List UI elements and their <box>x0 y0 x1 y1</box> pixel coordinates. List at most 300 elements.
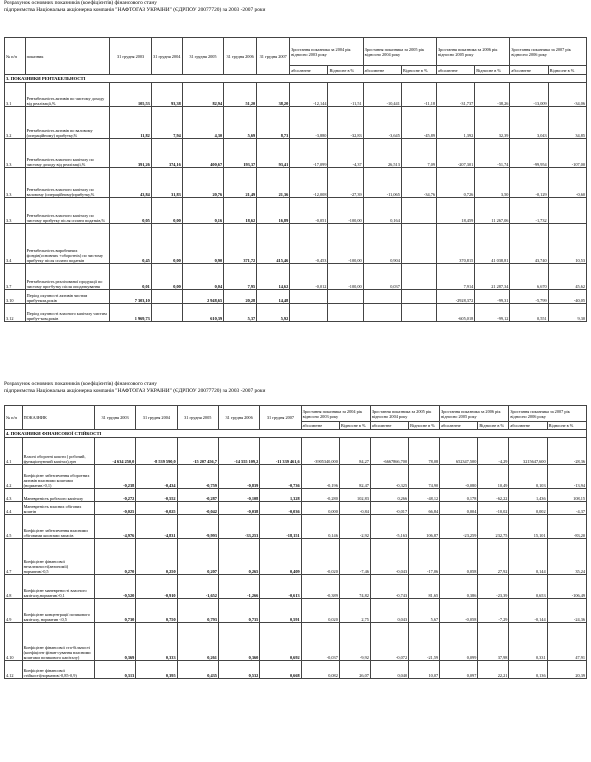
year-value: 21,36 <box>257 168 290 198</box>
table1-abs-label: абсолютне <box>437 66 475 75</box>
year-value: 0,668 <box>260 661 301 679</box>
year-value <box>151 290 182 304</box>
table1-col-year: 31 грудня 2006 <box>224 38 257 75</box>
row-number: 4.4 <box>5 502 23 515</box>
table1-block <box>4 0 587 14</box>
row-number: 3.7 <box>5 264 26 290</box>
indicator-name: Період окупності власного капіталу чистим прибут-ком,років <box>25 304 110 322</box>
year-value: 0,207 <box>177 539 218 575</box>
absolute-change: 0,653 <box>509 575 547 599</box>
year-value: 0,00 <box>151 224 182 264</box>
table-row <box>5 502 587 515</box>
relative-change: -100,00 <box>328 224 363 264</box>
relative-change: 41 038,81 <box>475 224 510 264</box>
relative-change: 10,53 <box>548 224 586 264</box>
table2-abs-label: абсолютне <box>440 422 478 430</box>
year-value: 0,265 <box>218 539 259 575</box>
year-value: 0,369 <box>94 623 135 661</box>
absolute-change: -0,058 <box>440 599 478 623</box>
year-value: 0,591 <box>260 599 301 623</box>
absolute-change <box>290 304 328 322</box>
absolute-change: 0,144 <box>509 539 547 575</box>
table2-rel-label: Відносне в % <box>547 422 586 430</box>
year-value: -11 339 461,6 <box>260 438 301 465</box>
year-value: 0,00 <box>151 264 182 290</box>
relative-change: 37,98 <box>478 623 509 661</box>
year-value: -9,993 <box>177 515 218 539</box>
indicator-name: Рентабельність власного капіталу по валовому (операційному)прибутку,% <box>25 168 110 198</box>
table2-section-row <box>5 430 587 438</box>
relative-change: -23,39 <box>478 575 509 599</box>
year-value: 20,28 <box>224 290 257 304</box>
table1-col-indicator: показник <box>25 38 110 75</box>
year-value: 20,76 <box>182 168 223 198</box>
absolute-change: -0,072 <box>370 623 408 661</box>
absolute-change <box>290 290 328 304</box>
relative-change: 74,82 <box>339 575 370 599</box>
absolute-change: -0,129 <box>510 168 548 198</box>
relative-change: 35,24 <box>547 539 586 575</box>
table1-rel-label: Відносне в % <box>475 66 510 75</box>
absolute-change: 370,815 <box>437 224 475 264</box>
year-value: 415,46 <box>257 224 290 264</box>
row-number: 3.3 <box>5 168 26 198</box>
absolute-change: 0,002 <box>509 502 547 515</box>
relative-change: -51,74 <box>475 139 510 168</box>
year-value: 400,67 <box>182 139 223 168</box>
absolute-change: 3215647,600 <box>509 438 547 465</box>
relative-change: 10,49 <box>478 465 509 489</box>
year-value <box>151 304 182 322</box>
year-value: -0,434 <box>136 465 177 489</box>
relative-change: -4,29 <box>478 438 509 465</box>
relative-change <box>548 198 586 224</box>
year-value: -0,613 <box>260 575 301 599</box>
table-row <box>5 623 587 661</box>
year-value: 5,37 <box>224 304 257 322</box>
year-value: 0,532 <box>218 661 259 679</box>
table-row <box>5 198 587 224</box>
absolute-change: 1,436 <box>509 489 547 502</box>
absolute-change: 0,103 <box>509 465 547 489</box>
year-value: 374,16 <box>151 139 182 168</box>
indicator-name: Коефіцієнт маневреності власного капіталу,норматив>0,1 <box>22 575 94 599</box>
table-row <box>5 575 587 599</box>
absolute-change: 0,099 <box>440 623 478 661</box>
year-value: -1,266 <box>218 575 259 599</box>
year-value: -0,042 <box>177 502 218 515</box>
table2-change-group: Зростання показника за 2007 рік відносно 2006 року <box>509 406 587 422</box>
relative-change: 106,87 <box>409 515 440 539</box>
table1-rel-label: Відносне в % <box>401 66 436 75</box>
year-value: 93,38 <box>151 83 182 107</box>
year-value: 0,00 <box>151 198 182 224</box>
year-value: 0,435 <box>177 661 218 679</box>
relative-change: -83,20 <box>547 515 586 539</box>
relative-change: -48,12 <box>409 489 440 502</box>
relative-change: -21,59 <box>409 623 440 661</box>
table1-title-line1: Розрахунок основних показників (коефіцієнтів) фінансового стану <box>4 0 157 6</box>
relative-change: -32,83 <box>328 107 363 139</box>
year-value: -0,910 <box>136 575 177 599</box>
year-value: 38,20 <box>257 83 290 107</box>
relative-change: 102,83 <box>339 489 370 502</box>
year-value: -1,652 <box>177 575 218 599</box>
row-number: 3.4 <box>5 224 26 264</box>
row-number: 4.12 <box>5 661 23 679</box>
relative-change: -100,00 <box>328 264 363 290</box>
table2 <box>4 405 587 679</box>
year-value: -0,272 <box>94 489 135 502</box>
year-value: 7,94 <box>151 107 182 139</box>
absolute-change: 0,136 <box>509 661 547 679</box>
relative-change: -11,51 <box>328 83 363 107</box>
absolute-change: -0,020 <box>301 539 339 575</box>
absolute-change: 652347,500 <box>440 438 478 465</box>
relative-change: -38,26 <box>475 83 510 107</box>
absolute-change: -31,737 <box>437 83 475 107</box>
relative-change: 84,27 <box>339 438 370 465</box>
table-row <box>5 139 587 168</box>
absolute-change: -0,080 <box>440 465 478 489</box>
table1-col-year: 31 грудня 2003 <box>110 38 151 75</box>
table2-title-line2: підприємства Національна акціонерна компанія "НАФТОГАЗ УКРАЇНИ" (ЄДРПОУ 20077720) за 2003 -2007 роки <box>4 388 266 394</box>
absolute-change: 26,513 <box>363 139 401 168</box>
absolute-change: -3905340,000 <box>301 438 339 465</box>
absolute-change: -0,196 <box>301 465 339 489</box>
absolute-change: -207,301 <box>437 139 475 168</box>
year-value: 51,20 <box>224 83 257 107</box>
relative-change: -7,29 <box>478 599 509 623</box>
absolute-change: 0,551 <box>510 304 548 322</box>
absolute-change: -17,099 <box>290 139 328 168</box>
table2-change-group: Зростання показника за 2006 рік відносно 2005 року <box>440 406 509 422</box>
year-value: -0,038 <box>218 502 259 515</box>
absolute-change: 0,178 <box>440 489 478 502</box>
year-value: 0,750 <box>136 599 177 623</box>
table2-change-group: Зростання показника за 2004 рік відносно 2003 року <box>301 406 370 422</box>
year-value: 0,735 <box>218 599 259 623</box>
table2-col-no: № п/п <box>5 406 23 430</box>
year-value: 0,45 <box>110 224 151 264</box>
absolute-change: 0,386 <box>440 575 478 599</box>
table1-change-group: Зростання показника за 2007 рік відносно 2006 року <box>510 38 587 66</box>
absolute-change: 0,082 <box>301 661 339 679</box>
year-value: 43,84 <box>110 168 151 198</box>
relative-change: -2,92 <box>339 515 370 539</box>
year-value: 0,409 <box>260 539 301 575</box>
relative-change: 27,92 <box>478 539 509 575</box>
table-row <box>5 489 587 502</box>
table1-section-row <box>5 75 587 83</box>
indicator-name: Коефіцієнт фінансової незалежності(автономії) норматив>0,5 <box>22 539 94 575</box>
absolute-change: 0,058 <box>440 539 478 575</box>
table-row <box>5 264 587 290</box>
year-value: 0,730 <box>94 599 135 623</box>
table-row <box>5 83 587 107</box>
relative-change: 32,39 <box>475 107 510 139</box>
absolute-change: 0,000 <box>301 502 339 515</box>
year-value: 7 303,10 <box>110 290 151 304</box>
table2-title-line1: Розрахунок основних показників (коефіцієнтів) фінансового стану <box>4 381 157 387</box>
row-number: 3.10 <box>5 290 26 304</box>
year-value: -8 539 590,0 <box>136 438 177 465</box>
relative-change: -24,36 <box>547 599 586 623</box>
indicator-name: Рентабельність активів по чистому доходу від реалізації,% <box>25 83 110 107</box>
absolute-change: 0,097 <box>440 661 478 679</box>
absolute-change: 0,726 <box>437 168 475 198</box>
year-value: -0,287 <box>177 489 218 502</box>
year-value: 1 969,73 <box>110 304 151 322</box>
absolute-change: -0,017 <box>370 502 408 515</box>
absolute-change: 0,020 <box>301 599 339 623</box>
table1-header-row1 <box>5 38 587 66</box>
table1-change-group: Зростання показника за 2004 рік відносно 2003 року <box>290 38 363 66</box>
year-value: -0,839 <box>218 465 259 489</box>
indicator-name: Рентабельність виробничих фондів(основних +оборотніх) по чистому прибутку після сплати податків <box>25 224 110 264</box>
indicator-name: Рентабельність власного капіталу по чистому доходу від реалізації,% <box>25 139 110 168</box>
relative-change <box>401 264 436 290</box>
relative-change: 20,39 <box>547 661 586 679</box>
table-row <box>5 224 587 264</box>
year-value: 391,26 <box>110 139 151 168</box>
year-value: 371,72 <box>224 224 257 264</box>
row-number: 4.7 <box>5 539 23 575</box>
relative-change <box>328 290 363 304</box>
relative-change: 21 287,34 <box>475 264 510 290</box>
year-value: 0,90 <box>182 224 223 264</box>
absolute-change: -605,018 <box>437 304 475 322</box>
absolute-change: -2928,372 <box>437 290 475 304</box>
relative-change: -0,84 <box>339 502 370 515</box>
relative-change: 3,50 <box>475 168 510 198</box>
relative-change: -28,36 <box>547 438 586 465</box>
absolute-change: 0,266 <box>370 489 408 502</box>
absolute-change: 1,392 <box>437 107 475 139</box>
year-value: -18,151 <box>260 515 301 539</box>
year-value: -0,036 <box>260 502 301 515</box>
table-row <box>5 465 587 489</box>
table2-col-year: 31 грудня 2004 <box>136 406 177 430</box>
absolute-change: -0,453 <box>290 224 328 264</box>
table2-header-row1 <box>5 406 587 422</box>
indicator-name: Рентабельність активів по валовому (операційному) прибутку,% <box>25 107 110 139</box>
row-number: 4.9 <box>5 599 23 623</box>
table2-col-indicator: ПОКАЗНИК <box>22 406 94 430</box>
absolute-change: -23,259 <box>440 515 478 539</box>
year-value: 1,328 <box>260 489 301 502</box>
relative-change: 11 267,06 <box>475 198 510 224</box>
year-value: 0,04 <box>182 264 223 290</box>
year-value: 610,39 <box>182 304 223 322</box>
indicator-name: Маневреність власних обігових коштів <box>22 502 94 515</box>
relative-change: 81,65 <box>409 575 440 599</box>
table1-rel-label: Відносне в % <box>548 66 586 75</box>
row-number: 3.2 <box>5 107 26 139</box>
relative-change: 47,91 <box>547 623 586 661</box>
year-value: -0,759 <box>177 465 218 489</box>
absolute-change: -0,037 <box>301 623 339 661</box>
absolute-change: -10,441 <box>363 83 401 107</box>
relative-change: -107,00 <box>548 139 586 168</box>
relative-change: 2,75 <box>339 599 370 623</box>
row-number: 4.5 <box>5 515 23 539</box>
table2-col-year: 31 грудня 2006 <box>218 406 259 430</box>
absolute-change: -1,732 <box>510 198 548 224</box>
indicator-name: Період окупності активів чистим прибутком,років <box>25 290 110 304</box>
row-number: 3.1 <box>5 83 26 107</box>
table1-change-group: Зростання показника за 2005 рік відносно 2004 року <box>363 38 436 66</box>
year-value: 2 948,65 <box>182 290 223 304</box>
year-value: -33,253 <box>218 515 259 539</box>
relative-change: -17,06 <box>409 539 440 575</box>
relative-change: 45,62 <box>548 264 586 290</box>
relative-change: 22,21 <box>478 661 509 679</box>
relative-change: -7,46 <box>339 539 370 575</box>
absolute-change: -3,880 <box>290 107 328 139</box>
relative-change: 10,07 <box>409 661 440 679</box>
table2-col-year: 31 грудня 2007 <box>260 406 301 430</box>
table1-section-title: 3. ПОКАЗНИКИ РЕНТАБЕЛЬНОСТІ <box>5 75 587 83</box>
relative-change: -99,31 <box>475 290 510 304</box>
indicator-name: Коефіцієнт забезпечення оборотних активів власними коштами (норматив>0,1) <box>22 465 94 489</box>
table2-abs-label: абсолютне <box>301 422 339 430</box>
table-row <box>5 304 587 322</box>
absolute-change: 15,101 <box>509 515 547 539</box>
relative-change: -4,37 <box>547 502 586 515</box>
year-value: 14,48 <box>257 290 290 304</box>
year-value: -0,238 <box>94 465 135 489</box>
absolute-change: 43,740 <box>510 224 548 264</box>
year-value: 11,82 <box>110 107 151 139</box>
absolute-change: -12,008 <box>290 168 328 198</box>
table1-change-group: Зростання показника за 2006 рік відносно 2005 року <box>437 38 510 66</box>
absolute-change: -5,799 <box>510 290 548 304</box>
relative-change: 26,07 <box>339 661 370 679</box>
relative-change: 78,08 <box>409 438 440 465</box>
relative-change: 108,15 <box>547 489 586 502</box>
relative-change <box>401 290 436 304</box>
year-value: -4,976 <box>94 515 135 539</box>
absolute-change: 0,164 <box>363 198 401 224</box>
year-value: 5,92 <box>257 304 290 322</box>
year-value: -15 207 456,7 <box>177 438 218 465</box>
year-value: -4 634 250,0 <box>94 438 135 465</box>
absolute-change: 0,904 <box>363 224 401 264</box>
table2-col-year: 31 грудня 2003 <box>94 406 135 430</box>
year-value: 0,270 <box>94 539 135 575</box>
year-value: 0,692 <box>260 623 301 661</box>
row-number: 3.3 <box>5 139 26 168</box>
row-number: 4.1 <box>5 438 23 465</box>
year-value: -0,520 <box>94 575 135 599</box>
table1-col-no: № п/п <box>5 38 26 75</box>
absolute-change: 18,459 <box>437 198 475 224</box>
absolute-change: -3,645 <box>363 107 401 139</box>
absolute-change: 6,670 <box>510 264 548 290</box>
absolute-change <box>363 304 401 322</box>
table-row <box>5 539 587 575</box>
absolute-change: -0,325 <box>370 465 408 489</box>
relative-change: 7,09 <box>401 139 436 168</box>
absolute-change: -0,743 <box>370 575 408 599</box>
relative-change: -34,76 <box>401 168 436 198</box>
relative-change: -62,22 <box>478 489 509 502</box>
relative-change <box>401 198 436 224</box>
relative-change: -106,49 <box>547 575 586 599</box>
absolute-change: 0,043 <box>370 599 408 623</box>
relative-change: 232,75 <box>478 515 509 539</box>
indicator-name: Коефіцієнт забезпечення власними обіговими коштами запасів <box>22 515 94 539</box>
absolute-change: 0,331 <box>509 623 547 661</box>
table-row <box>5 515 587 539</box>
year-value: -14 555 109,2 <box>218 438 259 465</box>
indicator-name: Коефіцієнт концентрації позикового капіталу, норматив <0,5 <box>22 599 94 623</box>
absolute-change: 0,146 <box>301 515 339 539</box>
relative-change: -45,89 <box>401 107 436 139</box>
absolute-change: -0,144 <box>509 599 547 623</box>
absolute-change: -11,065 <box>363 168 401 198</box>
row-number: 4.2 <box>5 465 23 489</box>
table2-rel-label: Відносне в % <box>339 422 370 430</box>
table1-abs-label: абсолютне <box>510 66 548 75</box>
table2-col-year: 31 грудня 2005 <box>177 406 218 430</box>
year-value: 0,01 <box>110 264 151 290</box>
year-value: 105,53 <box>110 83 151 107</box>
relative-change <box>401 304 436 322</box>
year-value: -0,025 <box>94 502 135 515</box>
absolute-change: -0,389 <box>301 575 339 599</box>
year-value: -0,025 <box>136 502 177 515</box>
year-value: 4,30 <box>182 107 223 139</box>
relative-change: -9,92 <box>339 623 370 661</box>
year-value: 18,62 <box>224 198 257 224</box>
absolute-change: 0,040 <box>370 661 408 679</box>
absolute-change: 0,037 <box>363 264 401 290</box>
relative-change: -99,12 <box>475 304 510 322</box>
table2-rel-label: Відносне в % <box>409 422 440 430</box>
table2-change-group: Зростання показника за 2005 рік відносно 2004 року <box>370 406 439 422</box>
row-number: 4.3 <box>5 489 23 502</box>
absolute-change: -0,051 <box>290 198 328 224</box>
year-value: 0,16 <box>182 198 223 224</box>
relative-change: 66,84 <box>409 502 440 515</box>
relative-change <box>328 304 363 322</box>
relative-change: -10,02 <box>478 502 509 515</box>
absolute-change: 3,043 <box>510 107 548 139</box>
absolute-change: -5,163 <box>370 515 408 539</box>
absolute-change: -0,012 <box>290 264 328 290</box>
table2-rel-label: Відносне в % <box>478 422 509 430</box>
table-row <box>5 599 587 623</box>
year-value: -0,108 <box>218 489 259 502</box>
year-value: 93,41 <box>257 139 290 168</box>
absolute-change: -6667866,700 <box>370 438 408 465</box>
year-value: 31,83 <box>151 168 182 198</box>
table-row <box>5 107 587 139</box>
indicator-name: Коефіцієнт фінансової стійкості(норматив>0,85-0,9) <box>22 661 94 679</box>
table1-abs-label: абсолютне <box>363 66 401 75</box>
absolute-change: 7,914 <box>437 264 475 290</box>
year-value: -0,736 <box>260 465 301 489</box>
year-value: -0,552 <box>136 489 177 502</box>
year-value: 0,261 <box>177 623 218 661</box>
table1 <box>4 37 587 322</box>
year-value: 0,793 <box>177 599 218 623</box>
row-number: 4.10 <box>5 623 23 661</box>
relative-change: -100,00 <box>328 198 363 224</box>
relative-change: -27,39 <box>328 168 363 198</box>
